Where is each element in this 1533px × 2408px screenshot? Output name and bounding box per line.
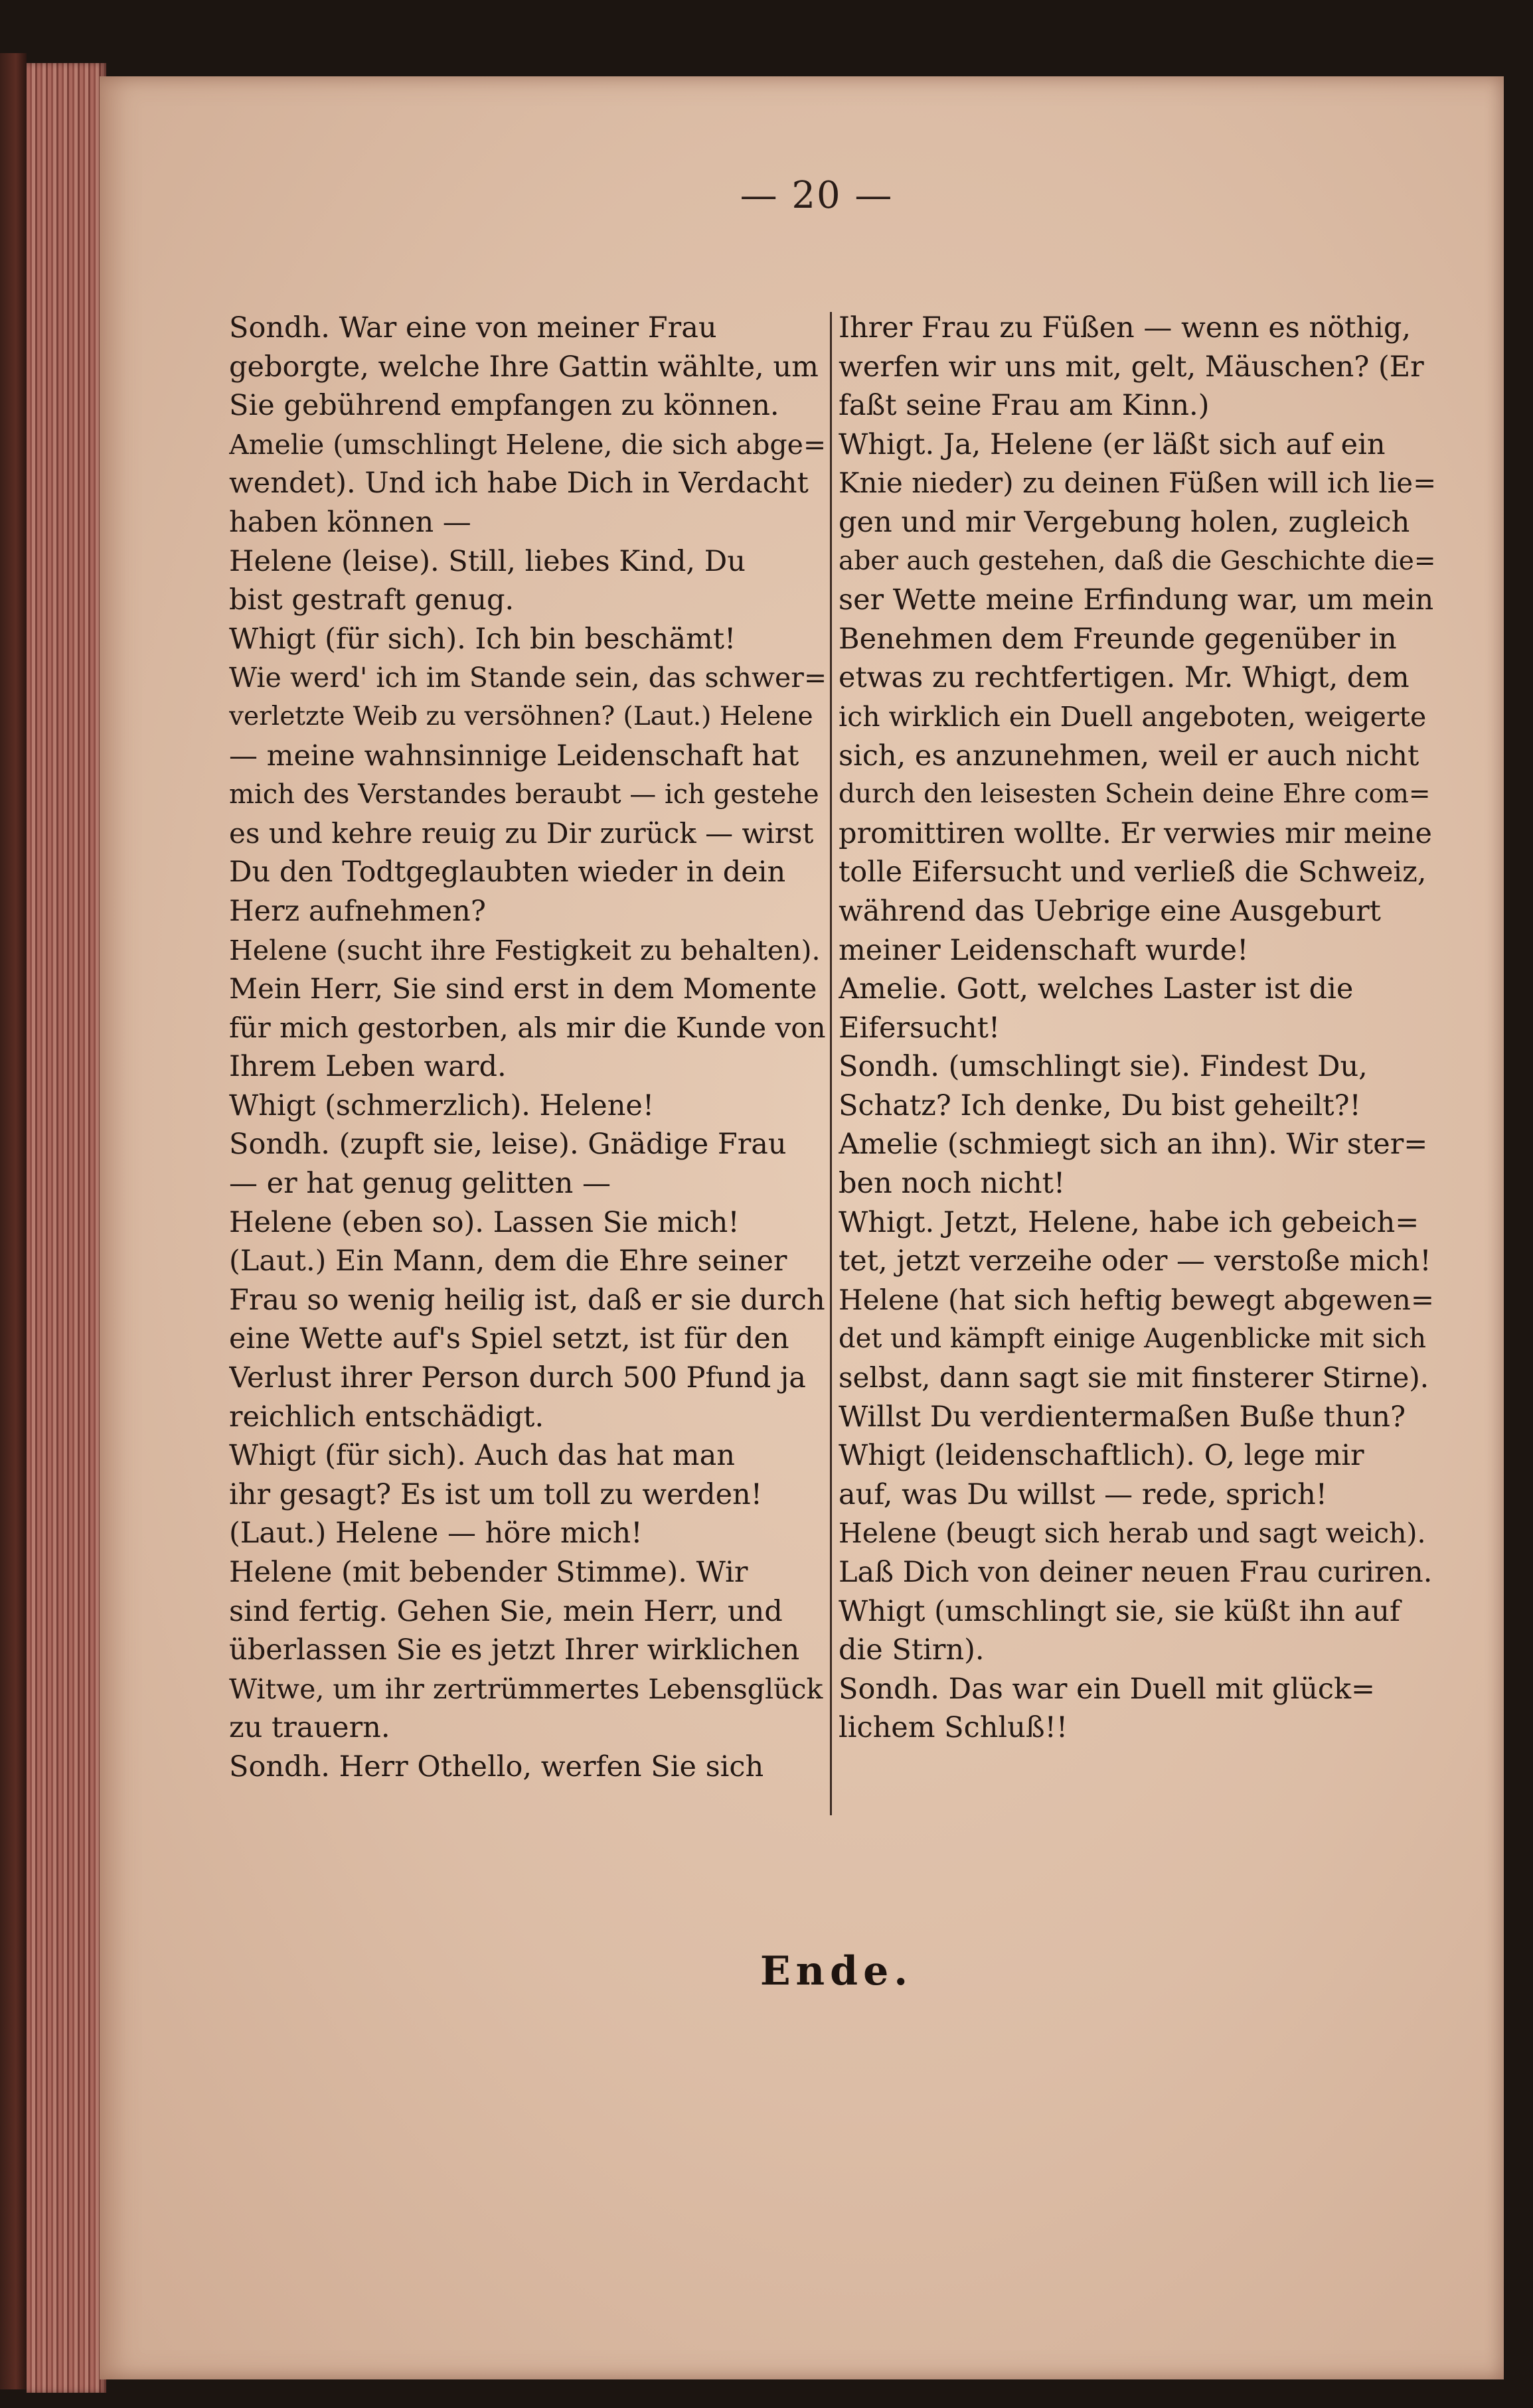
text-line: Amelie (schmiegt sich an ihn). Wir ster= [839, 1128, 1428, 1162]
left-text-column [229, 309, 827, 1787]
text-line: es und kehre reuig zu Dir zurück — wirst [229, 816, 814, 850]
text-line: (Laut.) Ein Mann, dem die Ehre seiner [229, 1244, 787, 1278]
text-line: für mich gestorben, als mir die Kunde von [229, 1011, 826, 1044]
text-line: Whigt (umschlingt sie, sie küßt ihn auf [839, 1594, 1400, 1628]
text-line: sind fertig. Gehen Sie, mein Herr, und [229, 1594, 783, 1628]
text-line: Helene (mit bebender Stimme). Wir [229, 1556, 748, 1589]
text-line: Sondh. (zupft sie, leise). Gnädige Frau [229, 1128, 787, 1162]
text-line: Eifersucht! [839, 1011, 1001, 1045]
text-line: zu trauern. [229, 1711, 390, 1745]
text-line: Helene (eben so). Lassen Sie mich! [229, 1205, 740, 1239]
text-line: die Stirn). [839, 1633, 985, 1667]
text-line: etwas zu rechtfertigen. Mr. Whigt, dem [839, 661, 1410, 695]
text-line: Amelie. Gott, welches Laster ist die [839, 972, 1354, 1006]
text-line: Schatz? Ich denke, Du bist geheilt?! [839, 1089, 1361, 1122]
page-number: — 20 — [740, 174, 894, 217]
text-line: Mein Herr, Sie sind erst in dem Momente [229, 972, 817, 1006]
right-text-column [839, 309, 1439, 1748]
text-line: Ihrer Frau zu Füßen — wenn es nöthig, [839, 311, 1412, 344]
text-line: Amelie (umschlingt Helene, die sich abge= [229, 428, 827, 461]
text-line: Herz aufnehmen? [229, 894, 486, 928]
text-line: Laß Dich von deiner neuen Frau curiren. [839, 1556, 1433, 1589]
text-line: Du den Todtgeglaubten wieder in dein [229, 856, 786, 889]
text-line: Knie nieder) zu deinen Füßen will ich lie= [839, 467, 1437, 500]
text-line: tolle Eifersucht und verließ die Schweiz, [839, 856, 1427, 889]
text-line: Verlust ihrer Person durch 500 Pfund ja [229, 1361, 806, 1395]
text-line: tet, jetzt verzeihe oder — verstoße mich! [839, 1244, 1431, 1278]
text-line: Sondh. (umschlingt sie). Findest Du, [839, 1050, 1368, 1084]
text-line: durch den leisesten Schein deine Ehre com= [839, 779, 1431, 810]
text-line: selbst, dann sagt sie mit finsterer Stirne). [839, 1361, 1429, 1394]
page-stack-edge [27, 63, 106, 2393]
text-line: faßt seine Frau am Kinn.) [839, 389, 1210, 423]
text-line: ben noch nicht! [839, 1167, 1066, 1201]
text-line: Whigt (für sich). Ich bin beschämt! [229, 622, 736, 656]
text-line: Whigt (leidenschaftlich). O, lege mir [839, 1439, 1364, 1473]
text-line: geborgte, welche Ihre Gattin wählte, um [229, 350, 819, 384]
text-line: auf, was Du willst — rede, sprich! [839, 1477, 1328, 1511]
book-cover-edge [0, 53, 27, 2389]
text-line: ser Wette meine Erfindung war, um mein [839, 583, 1434, 617]
text-line: verletzte Weib zu versöhnen? (Laut.) Helene [229, 701, 813, 731]
text-line: — er hat genug gelitten — [229, 1167, 611, 1201]
text-line: promittiren wollte. Er verwies mir meine [839, 816, 1432, 850]
text-line: meiner Leidenschaft wurde! [839, 933, 1249, 967]
text-line: Whigt. Jetzt, Helene, habe ich gebeich= [839, 1205, 1419, 1239]
text-line: Witwe, um ihr zertrümmertes Lebensglück [229, 1673, 823, 1705]
text-line: bist gestraft genug. [229, 583, 515, 617]
text-line: Helene (beugt sich herab und sagt weich). [839, 1517, 1426, 1550]
text-line: Whigt (für sich). Auch das hat man [229, 1439, 735, 1473]
text-line: ich wirklich ein Duell angeboten, weigerte [839, 700, 1427, 733]
text-line: (Laut.) Helene — höre mich! [229, 1517, 643, 1550]
column-divider [830, 312, 832, 1815]
text-line: Ihrem Leben ward. [229, 1050, 507, 1084]
text-line: Whigt (schmerzlich). Helene! [229, 1089, 655, 1122]
text-line: Sondh. War eine von meiner Frau [229, 311, 717, 344]
text-line: überlassen Sie es jetzt Ihrer wirklichen [229, 1633, 800, 1667]
text-line: Helene (sucht ihre Festigkeit zu behalten). [229, 934, 821, 966]
text-line: wendet). Und ich habe Dich in Verdacht [229, 467, 809, 500]
text-line: aber auch gestehen, daß die Geschichte die= [839, 546, 1436, 576]
text-line: Benehmen dem Freunde gegenüber in [839, 622, 1397, 656]
text-line: Helene (leise). Still, liebes Kind, Du [229, 544, 746, 578]
text-line: Frau so wenig heilig ist, daß er sie durch [229, 1283, 825, 1317]
text-line: Willst Du verdientermaßen Buße thun? [839, 1400, 1406, 1434]
text-line: Whigt. Ja, Helene (er läßt sich auf ein [839, 427, 1386, 461]
text-line: Sie gebührend empfangen zu können. [229, 389, 779, 423]
text-line: det und kämpft einige Augenblicke mit sich [839, 1323, 1427, 1355]
text-line: gen und mir Vergebung holen, zugleich [839, 505, 1410, 539]
text-line: reichlich entschädigt. [229, 1400, 544, 1434]
text-line: ihr gesagt? Es ist um toll zu werden! [229, 1477, 763, 1511]
text-line: Sondh. Herr Othello, werfen Sie sich [229, 1750, 764, 1783]
text-line: lichem Schluß!! [839, 1711, 1068, 1745]
end-marker: Ende. [760, 1948, 914, 1994]
text-line: während das Uebrige eine Ausgeburt [839, 894, 1381, 928]
text-line: werfen wir uns mit, gelt, Mäuschen? (Er [839, 350, 1424, 384]
text-line: Wie werd' ich im Stande sein, das schwer= [229, 662, 827, 694]
text-line: Helene (hat sich heftig bewegt abgewen= [839, 1283, 1435, 1316]
text-line: sich, es anzunehmen, weil er auch nicht [839, 739, 1419, 773]
text-line: haben können — [229, 505, 471, 539]
text-line: mich des Verstandes beraubt — ich gestehe [229, 779, 819, 810]
text-line: — meine wahnsinnige Leidenschaft hat [229, 739, 799, 773]
text-line: Sondh. Das war ein Duell mit glück= [839, 1672, 1376, 1706]
text-line: eine Wette auf's Spiel setzt, ist für den [229, 1322, 789, 1356]
